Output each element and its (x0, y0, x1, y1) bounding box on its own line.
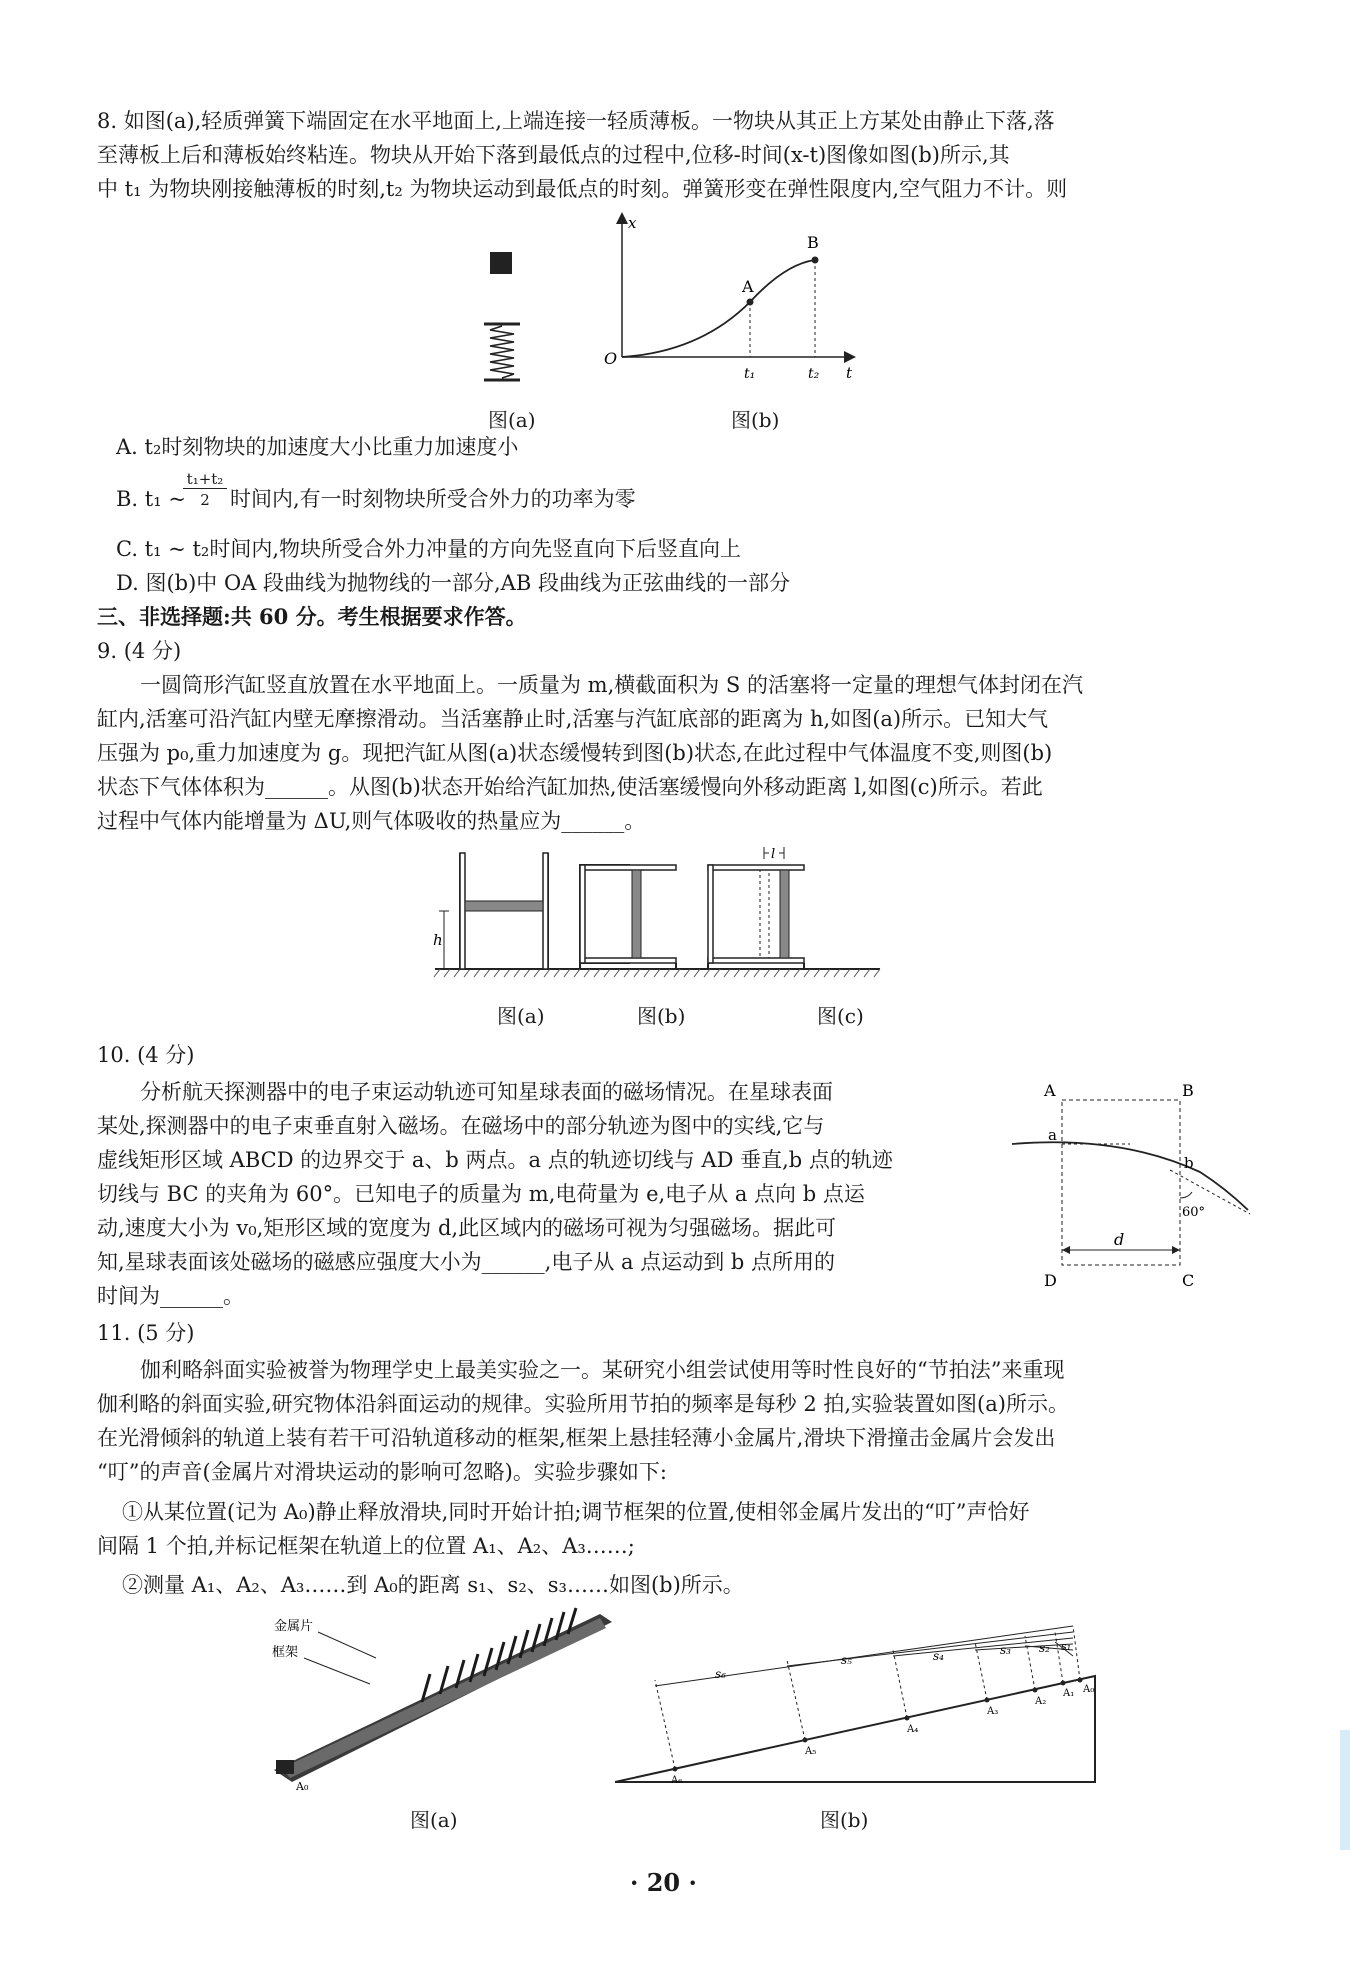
q9-cylinder-figures (430, 845, 885, 990)
q8-fig-a-caption: 图(a) (488, 408, 536, 432)
q10-line-5: 动,速度大小为 v₀,矩形区域的宽度为 d,此区域内的磁场可视为匀强磁场。据此可 (97, 1216, 837, 1240)
q9-line-5: 过程中气体内能增量为 ΔU,则气体吸收的热量应为______。 (97, 809, 646, 833)
q10-header: 10. (4 分) (97, 1043, 195, 1067)
graph-t2-label: t₂ (808, 366, 820, 382)
q11-fig-b-s4: s₄ (933, 1649, 944, 1663)
q11-fig-b-A4: A₄ (907, 1724, 919, 1735)
q10-label-D: D (1044, 1271, 1057, 1290)
q11-fig-b-A5: A₅ (805, 1746, 817, 1757)
q11-line-1: 伽利略斜面实验被誉为物理学史上最美实验之一。某研究小组尝试使用等时性良好的“节拍法”来重现 (140, 1358, 1065, 1382)
q11-line-2: 伽利略的斜面实验,研究物体沿斜面运动的规律。实验所用节拍的频率是每秒 2 拍,实验装置如图(a)所示。 (97, 1392, 1069, 1416)
q9-line-4: 状态下气体体积为______。从图(b)状态开始给汽缸加热,使活塞缓慢向外移动距离 l,如图(c)所示。若此 (97, 775, 1043, 799)
q11-line-5: ①从某位置(记为 A₀)静止释放滑块,同时开始计拍;调节框架的位置,使相邻金属片发出的“叮”声恰好 (122, 1500, 1030, 1524)
q9-label-l: l (771, 847, 776, 862)
q9-fig-b-caption: 图(b) (637, 1004, 686, 1028)
graph-y-label: x (628, 214, 637, 232)
q11-fig-b-s1: s₁ (1061, 1640, 1072, 1653)
q11-line-4: “叮”的声音(金属片对滑块运动的影响可忽略)。实验步骤如下: (97, 1460, 667, 1484)
q11-line-7: ②测量 A₁、A₂、A₃……到 A₀的距离 s₁、s₂、s₃……如图(b)所示。 (122, 1573, 744, 1597)
q8-line-2: 至薄板上后和薄板始终粘连。物块从开始下落到最低点的过程中,位移-时间(x-t)图像如图(b)所示,其 (97, 143, 1010, 167)
section-3-heading: 三、非选择题:共 60 分。考生根据要求作答。 (97, 604, 527, 629)
graph-x-label: t (846, 364, 853, 382)
q11-fig-b-caption: 图(b) (820, 1808, 869, 1832)
q11-fig-a-caption: 图(a) (410, 1808, 458, 1832)
q11-fig-b-s6: s₆ (715, 1667, 726, 1681)
q11-fig-b-s5: s₅ (841, 1653, 852, 1667)
q8-option-b-frac-den: 2 (200, 491, 210, 509)
q8-line-1: 8. 如图(a),轻质弹簧下端固定在水平地面上,上端连接一轻质薄板。一物块从其正上方某处由静止下落,落 (97, 109, 1055, 133)
q10-line-1: 分析航天探测器中的电子束运动轨迹可知星球表面的磁场情况。在星球表面 (140, 1080, 833, 1104)
q8-fig-a-spring-block (470, 240, 530, 395)
graph-t1-label: t₁ (744, 366, 756, 382)
q8-option-b-frac-num: t₁+t₂ (183, 470, 227, 489)
q11-line-6: 间隔 1 个拍,并标记框架在轨道上的位置 A₁、A₂、A₃……; (97, 1534, 635, 1558)
q10-label-B: B (1182, 1081, 1194, 1100)
q8-option-b-suffix: 时间内,有一时刻物块所受合外力的功率为零 (230, 487, 636, 511)
q10-label-d: d (1114, 1230, 1125, 1249)
q8-fig-b-caption: 图(b) (731, 408, 780, 432)
q10-label-a: a (1048, 1126, 1057, 1144)
q8-fig-b-graph (600, 212, 865, 402)
q11-fig-a-apparatus-photo (270, 1600, 620, 1800)
q9-line-1: 一圆筒形汽缸竖直放置在水平地面上。一质量为 m,横截面积为 S 的活塞将一定量的理想气体封闭在汽 (140, 673, 1083, 697)
q9-header: 9. (4 分) (97, 639, 182, 663)
q10-line-4: 切线与 BC 的夹角为 60°。已知电子的质量为 m,电荷量为 e,电子从 a 点向 b 点运 (97, 1182, 865, 1206)
q8-line-3: 中 t₁ 为物块刚接触薄板的时刻,t₂ 为物块运动到最低点的时刻。弹簧形变在弹性限度内,空气阻力不计。则 (97, 177, 1068, 201)
q10-label-A: A (1044, 1081, 1056, 1100)
q11-fig-b-s3: s₃ (1000, 1643, 1011, 1657)
q11-fig-b-s2: s₂ (1039, 1641, 1050, 1655)
q11-fig-b-incline-diagram (615, 1620, 1110, 1790)
q10-label-angle: 60° (1182, 1205, 1206, 1220)
q11-fig-b-A1: A₁ (1063, 1688, 1075, 1699)
q11-photo-label-metal: 金属片 (274, 1619, 314, 1634)
q11-photo-label-frame: 框架 (272, 1645, 299, 1660)
q11-line-3: 在光滑倾斜的轨道上装有若干可沿轨道移动的框架,框架上悬挂轻薄小金属片,滑块下滑撞击金属片会发出 (97, 1426, 1056, 1450)
graph-origin-label: O (604, 349, 618, 368)
page-number: · 20 · (630, 1868, 697, 1897)
q11-fig-b-A2: A₂ (1035, 1696, 1047, 1707)
q9-fig-c-caption: 图(c) (817, 1004, 864, 1028)
q9-fig-a-caption: 图(a) (497, 1004, 545, 1028)
q9-label-h: h (433, 931, 443, 949)
q11-fig-b-A0: A₀ (1083, 1684, 1095, 1695)
q9-line-3: 压强为 p₀,重力加速度为 g。现把汽缸从图(a)状态缓慢转到图(b)状态,在此过程中气体温度不变,则图(b) (97, 741, 1053, 765)
q10-label-b: b (1184, 1154, 1194, 1172)
q8-option-c: C. t₁ ~ t₂时间内,物块所受合外力冲量的方向先竖直向下后竖直向上 (116, 537, 742, 561)
q10-line-6: 知,星球表面该处磁场的磁感应强度大小为______,电子从 a 点运动到 b 点所用的 (97, 1250, 836, 1274)
q11-fig-b-A6: A₆ (671, 1775, 683, 1786)
q10-magnetic-field-figure (1010, 1080, 1280, 1295)
graph-point-a-label: A (742, 277, 754, 296)
q8-option-d: D. 图(b)中 OA 段曲线为抛物线的一部分,AB 段曲线为正弦曲线的一部分 (116, 571, 790, 595)
q9-line-2: 缸内,活塞可沿汽缸内壁无摩擦滑动。当活塞静止时,活塞与汽缸底部的距离为 h,如图(a)所示。已知大气 (97, 707, 1049, 731)
q11-header: 11. (5 分) (97, 1321, 195, 1345)
q8-option-b-prefix: B. t₁ ~ (116, 487, 186, 511)
q10-line-7: 时间为______。 (97, 1284, 244, 1308)
q10-line-3: 虚线矩形区域 ABCD 的边界交于 a、b 两点。a 点的轨迹切线与 AD 垂直,b 点的轨迹 (97, 1148, 893, 1172)
q10-line-2: 某处,探测器中的电子束垂直射入磁场。在磁场中的部分轨迹为图中的实线,它与 (97, 1114, 825, 1138)
graph-point-b-label: B (807, 233, 819, 252)
q11-fig-b-A3: A₃ (987, 1706, 999, 1717)
q11-photo-label-a0: A₀ (296, 1780, 309, 1793)
q10-label-C: C (1182, 1271, 1195, 1290)
scan-edge-mark (1340, 1730, 1350, 1850)
q8-option-a: A. t₂时刻物块的加速度大小比重力加速度小 (116, 435, 519, 459)
